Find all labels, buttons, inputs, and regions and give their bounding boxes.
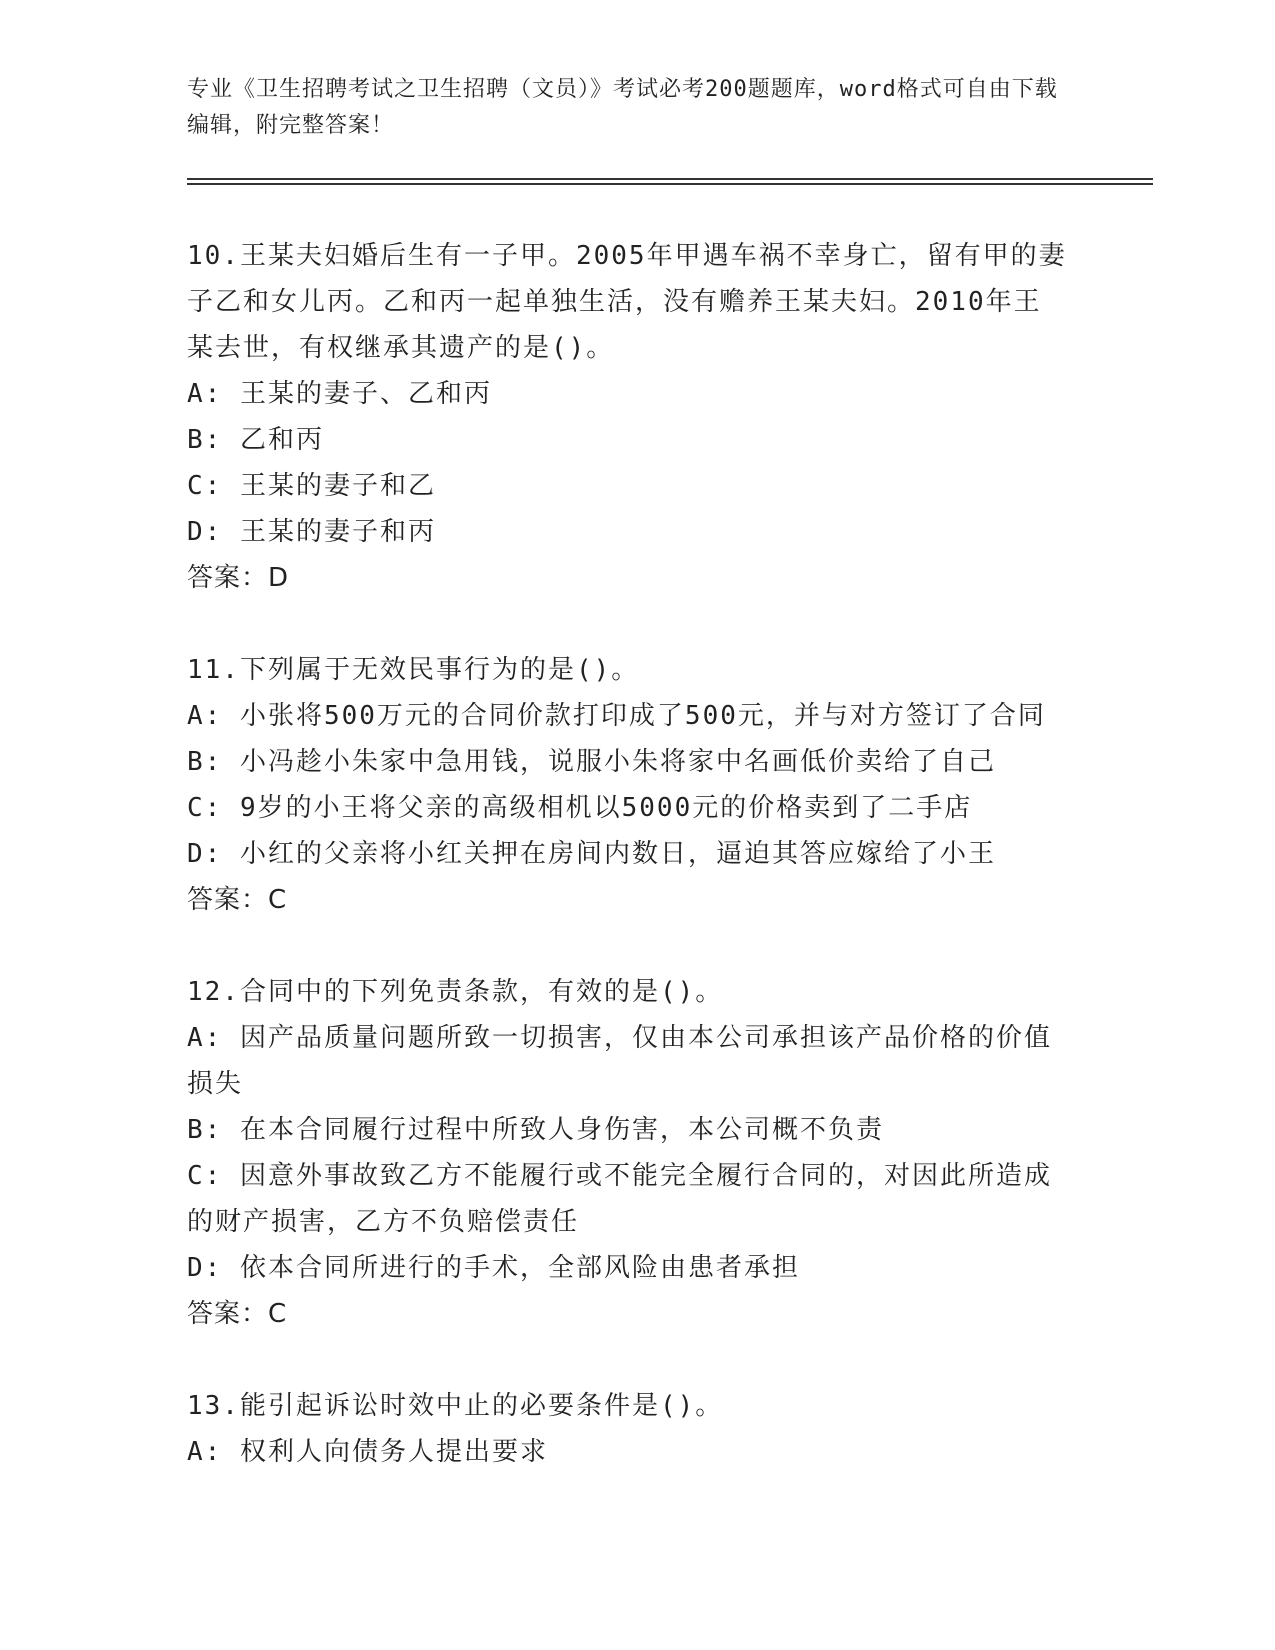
question-spacer [187, 923, 1087, 969]
header-divider-bottom [187, 183, 1153, 185]
header-divider-top [187, 178, 1153, 180]
option-line: 的财产损害，乙方不负赔偿责任 [187, 1207, 580, 1237]
option-line: B: 小冯趁小朱家中急用钱，说服小朱将家中名画低价卖给了自己 [187, 747, 996, 777]
option-line: D: 依本合同所进行的手术，全部风险由患者承担 [187, 1253, 800, 1283]
question-list [187, 233, 1087, 1475]
question-stem-line: 13.能引起诉讼时效中止的必要条件是()。 [187, 1391, 724, 1421]
option-line: B: 在本合同履行过程中所致人身伤害，本公司概不负责 [187, 1115, 884, 1145]
answer-line: 答案：C [187, 1299, 288, 1329]
question-stem-line: 10.王某夫妇婚后生有一子甲。2005年甲遇车祸不幸身亡，留有甲的妻 [187, 241, 1067, 271]
option-line: C: 9岁的小王将父亲的高级相机以5000元的价格卖到了二手店 [187, 793, 973, 823]
answer-line: 答案：D [187, 563, 290, 593]
option-line: A: 权利人向债务人提出要求 [187, 1437, 548, 1467]
question-block [187, 969, 1087, 1337]
option-line: C: 王某的妻子和乙 [187, 471, 436, 501]
question-stem-line: 12.合同中的下列免责条款，有效的是()。 [187, 977, 724, 1007]
question-spacer [187, 1337, 1087, 1383]
option-line: A: 王某的妻子、乙和丙 [187, 379, 492, 409]
option-line: D: 王某的妻子和丙 [187, 517, 436, 547]
question-stem-line: 某去世，有权继承其遗产的是()。 [187, 333, 615, 363]
option-line: 损失 [187, 1069, 244, 1099]
option-line: C: 因意外事故致乙方不能履行或不能完全履行合同的，对因此所造成 [187, 1161, 1052, 1191]
question-stem-line: 11.下列属于无效民事行为的是()。 [187, 655, 640, 685]
option-line: A: 小张将500万元的合同价款打印成了500元，并与对方签订了合同 [187, 701, 1046, 731]
question-stem-line: 子乙和女儿丙。乙和丙一起单独生活，没有赡养王某夫妇。2010年王 [187, 287, 1042, 317]
question-block [187, 1383, 1087, 1475]
answer-line: 答案：C [187, 885, 288, 915]
option-line: A: 因产品质量问题所致一切损害，仅由本公司承担该产品价格的价值 [187, 1023, 1052, 1053]
question-spacer [187, 601, 1087, 647]
document-intro: 专业《卫生招聘考试之卫生招聘（文员）》考试必考200题题库，word格式可自由下载编辑，附完整答案！ [187, 77, 1058, 138]
option-line: D: 小红的父亲将小红关押在房间内数日，逼迫其答应嫁给了小王 [187, 839, 996, 869]
question-block [187, 233, 1087, 601]
option-line: B: 乙和丙 [187, 425, 324, 455]
question-block [187, 647, 1087, 923]
